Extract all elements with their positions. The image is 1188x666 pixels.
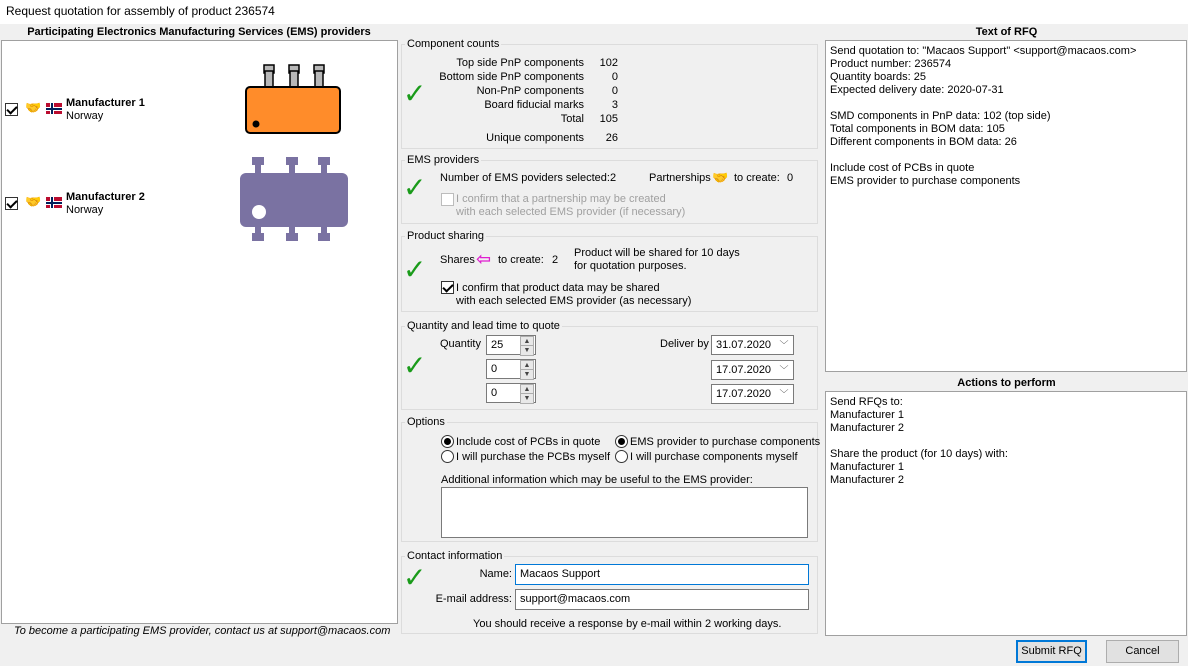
confirm-partnership-line: I confirm that a partnership may be created [456, 193, 666, 205]
quantity-spinner-3[interactable]: ▲ ▼ [520, 384, 534, 404]
provider-1-name: Manufacturer 1 [66, 97, 145, 109]
partnerships-value: 0 [787, 172, 794, 184]
count-label: Non-PnP components [476, 85, 584, 97]
chevron-down-icon[interactable]: ﹀ [779, 389, 789, 399]
count-value: 105 [599, 113, 618, 125]
count-label: Top side PnP components [456, 57, 584, 69]
ems-selected-value: 2 [610, 172, 617, 184]
contact-ok-check-icon: ✓ [403, 562, 427, 593]
rfq-text-body: Send quotation to: "Macaos Support" <support@macaos.com> Product number: 236574 Quantity boards: 25 Expected delivery date: 2020-07-31 SMD components in PnP data: 102 (top side) Total components in BOM data: 105 Different components in BOM data: 26 Include cost of PCBs in quote EMS provider to purchase components [830, 45, 1137, 187]
name-label: Name: [479, 568, 512, 580]
count-value: 3 [611, 99, 618, 111]
partnership-handshake-icon: 🤝 [25, 194, 42, 209]
deliver-date-2[interactable] [711, 360, 794, 380]
confirm-sharing-text [456, 282, 691, 308]
options-legend: Options [407, 416, 445, 428]
date-value: 17.07.2020 [716, 388, 772, 400]
ems-selected-label: Number of EMS poviders selected: [440, 172, 610, 184]
unique-components-value: 26 [605, 132, 618, 144]
quantity-value: 25 [491, 339, 504, 351]
norway-flag-icon [46, 103, 62, 114]
count-label: Total [560, 113, 584, 125]
deliver-date-3[interactable] [711, 384, 794, 404]
providers-footer-note: To become a participating EMS provider, contact us at support@macaos.com [14, 625, 391, 637]
quantity-spinner-2[interactable]: ▲ ▼ [520, 360, 534, 380]
provider-item-1[interactable] [5, 97, 205, 127]
contact-legend: Contact information [407, 550, 503, 562]
provider-item-2[interactable] [5, 191, 205, 221]
email-input[interactable]: support@macaos.com [515, 589, 809, 610]
component-chip-icon [212, 61, 392, 251]
counts-values [590, 56, 618, 126]
counts-labels [420, 56, 584, 126]
quantity-value: 0 [491, 387, 498, 399]
confirm-partnership-checkbox[interactable] [441, 193, 454, 206]
cancel-button[interactable]: Cancel [1106, 640, 1179, 663]
deliver-date-1[interactable] [711, 335, 794, 355]
ems-purchase-label[interactable]: EMS provider to purchase components [630, 436, 821, 448]
date-value: 31.07.2020 [716, 339, 772, 351]
unique-components-label: Unique components [486, 132, 584, 144]
quantity-value: 0 [491, 363, 498, 375]
confirm-sharing-line: I confirm that product data may be shared [456, 282, 660, 294]
response-note: You should receive a response by e-mail within 2 working days. [473, 618, 782, 630]
counts-ok-check-icon: ✓ [403, 78, 427, 109]
confirm-partnership-text [456, 193, 685, 219]
rfq-text-box[interactable] [825, 40, 1187, 372]
self-purchase-label[interactable]: I will purchase components myself [630, 451, 798, 463]
component-counts-legend: Component counts [407, 38, 500, 50]
deliver-by-label: Deliver by [660, 338, 709, 350]
norway-flag-icon [46, 197, 62, 208]
additional-info-textarea[interactable] [441, 487, 808, 538]
actions-body: Send RFQs to: Manufacturer 1 Manufacturer 2 Share the product (for 10 days) with: Manufacturer 1 Manufacturer 2 [830, 396, 1008, 486]
confirm-partnership-line: with each selected EMS provider (if necessary) [456, 206, 686, 218]
partnership-handshake-icon: 🤝 [25, 100, 42, 115]
quantity-label: Quantity [440, 338, 481, 350]
count-value: 0 [611, 71, 618, 83]
chevron-down-icon[interactable]: ﹀ [779, 340, 789, 350]
count-value: 102 [599, 57, 618, 69]
pcb-include-radio[interactable] [441, 435, 454, 448]
shares-label: Shares [440, 254, 475, 266]
ems-purchase-radio[interactable] [615, 435, 628, 448]
pcb-self-radio[interactable] [441, 450, 454, 463]
email-label: E-mail address: [435, 593, 512, 605]
provider-1-checkbox[interactable] [5, 103, 18, 116]
partnership-handshake-icon: 🤝 [712, 170, 729, 185]
window-title: Request quotation for assembly of product 236574 [0, 0, 1188, 24]
confirm-sharing-checkbox[interactable] [441, 281, 454, 294]
provider-2-country: Norway [66, 204, 104, 216]
ems-ok-check-icon: ✓ [403, 172, 427, 203]
count-label: Bottom side PnP components [439, 71, 584, 83]
providers-list[interactable] [1, 40, 398, 624]
submit-rfq-button[interactable]: Submit RFQ [1016, 640, 1087, 663]
additional-info-label: Additional information which may be useful to the EMS provider: [441, 474, 753, 486]
confirm-sharing-line: with each selected EMS provider (as necessary) [456, 295, 692, 307]
date-value: 17.07.2020 [716, 364, 772, 376]
providers-panel-title: Participating Electronics Manufacturing Services (EMS) providers [27, 26, 371, 38]
count-value: 0 [611, 85, 618, 97]
sharing-info-line: for quotation purposes. [574, 260, 687, 272]
provider-1-country: Norway [66, 110, 104, 122]
chevron-down-icon[interactable]: ﹀ [779, 365, 789, 375]
provider-2-name: Manufacturer 2 [66, 191, 145, 203]
sharing-info [574, 247, 740, 273]
provider-2-checkbox[interactable] [5, 197, 18, 210]
name-input[interactable]: Macaos Support [515, 564, 809, 585]
actions-box[interactable] [825, 391, 1187, 636]
count-label: Board fiducial marks [484, 99, 584, 111]
pcb-self-label[interactable]: I will purchase the PCBs myself [456, 451, 611, 463]
pcb-include-label[interactable]: Include cost of PCBs in quote [456, 436, 601, 448]
actions-title: Actions to perform [957, 377, 1056, 389]
quantity-ok-check-icon: ✓ [403, 350, 427, 381]
product-sharing-legend: Product sharing [407, 230, 485, 242]
share-arrow-icon: ⇦ [476, 249, 492, 269]
sharing-info-line: Product will be shared for 10 days [574, 247, 740, 259]
shares-suffix: to create: [498, 254, 544, 266]
ems-providers-legend: EMS providers [407, 154, 480, 166]
quantity-spinner-1[interactable]: ▲ ▼ [520, 336, 534, 356]
rfq-text-title: Text of RFQ [975, 26, 1038, 38]
self-purchase-radio[interactable] [615, 450, 628, 463]
partnerships-label: Partnerships [649, 172, 711, 184]
partnerships-suffix: to create: [734, 172, 780, 184]
quantity-legend: Quantity and lead time to quote [407, 320, 560, 332]
sharing-ok-check-icon: ✓ [403, 254, 427, 285]
shares-value: 2 [552, 254, 559, 266]
